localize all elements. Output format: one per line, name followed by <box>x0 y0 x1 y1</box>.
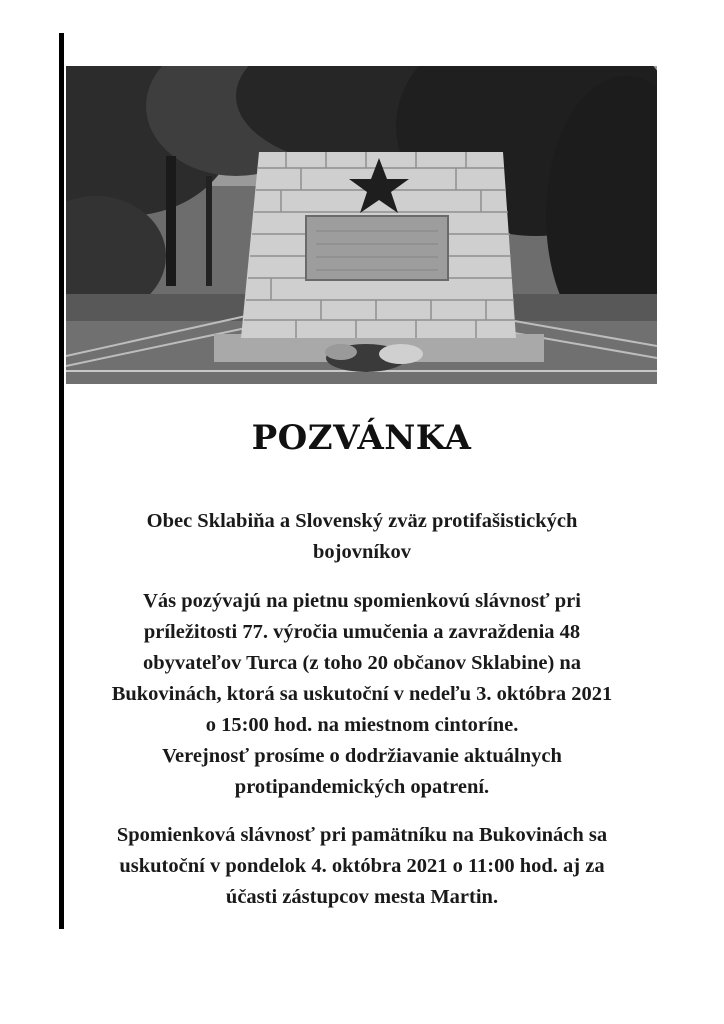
page-title: POZVÁNKA <box>251 418 472 458</box>
second-event-paragraph <box>74 820 650 913</box>
organizers-paragraph <box>74 506 650 568</box>
text-line: Vás pozývajú na pietnu spomienkovú slávnosť pri <box>143 590 581 612</box>
text-line: príležitosti 77. výročia umučenia a zavraždenia 48 <box>143 621 581 643</box>
left-border-rule <box>59 33 64 929</box>
text-line: protipandemických opatrení. <box>234 776 490 798</box>
text-line: obyvateľov Turca (z toho 20 občanov Sklabine) na <box>142 652 582 674</box>
text-line: Spomienková slávnosť pri pamätníku na Bukovinách sa <box>116 824 608 846</box>
text-line: účasti zástupcov mesta Martin. <box>225 886 499 908</box>
memorial-photo <box>66 66 657 384</box>
text-line: Bukovinách, ktorá sa uskutoční v nedeľu 3. októbra 2021 <box>111 683 613 705</box>
text-line: Verejnosť prosíme o dodržiavanie aktuálnych <box>162 745 562 767</box>
text-line: Obec Sklabiňa a Slovenský zväz protifašistických <box>146 510 578 532</box>
memorial-image <box>66 66 657 384</box>
invitation-paragraph <box>74 586 650 803</box>
text-line: bojovníkov <box>313 541 411 563</box>
text-line: o 15:00 hod. na miestnom cintoríne. <box>205 714 519 736</box>
text-line: uskutoční v pondelok 4. októbra 2021 o 11:00 hod. aj za <box>119 855 605 877</box>
